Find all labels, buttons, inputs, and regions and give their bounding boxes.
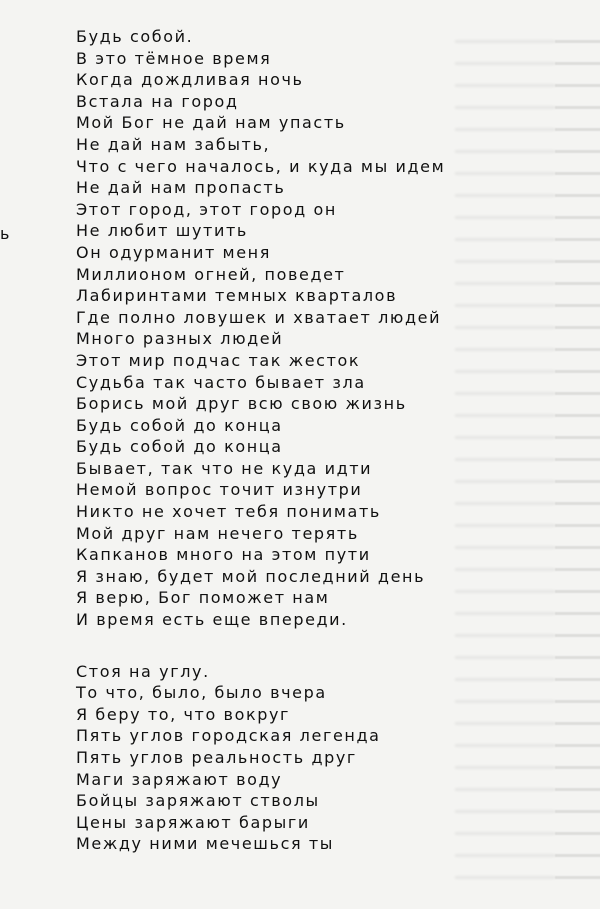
poem-line: Бойцы заряжают стволы xyxy=(76,791,320,811)
poem-line: Пять углов городская легенда xyxy=(76,726,381,746)
poem-line: Я знаю, будет мой последний день xyxy=(76,566,426,586)
poem-line: Будь собой. xyxy=(76,27,194,46)
stanza-1 xyxy=(76,26,556,631)
poem-line: Бывает, так что не куда идти xyxy=(76,458,373,478)
poem-text xyxy=(76,26,556,855)
poem-line: Где полно ловушек и хватает людей xyxy=(76,307,442,327)
margin-fragment: ь xyxy=(0,224,10,243)
poem-line: Этот мир подчас так жесток xyxy=(76,350,361,370)
poem-line: Не дай нам забыть, xyxy=(76,134,271,154)
poem-line: Когда дождливая ночь xyxy=(76,70,304,90)
poem-line: Этот город, этот город он xyxy=(76,199,337,219)
poem-line: Миллионом огней, поведет xyxy=(76,264,346,284)
poem-line: Капканов много на этом пути xyxy=(76,545,371,565)
poem-line: Пять углов реальность друг xyxy=(76,748,357,767)
poem-line: Мой Бог не дай нам упасть xyxy=(76,113,346,133)
poem-line: Цены заряжают барыги xyxy=(76,812,310,832)
poem-line: Что с чего началось, и куда мы идем xyxy=(76,156,446,176)
poem-line: Стоя на углу. xyxy=(76,661,210,681)
poem-line: Я верю, Бог поможет нам xyxy=(76,588,330,608)
poem-line: Никто не хочет тебя понимать xyxy=(76,502,381,522)
poem-line: Много разных людей xyxy=(76,329,284,349)
poem-line: И время есть еще впереди. xyxy=(76,610,348,630)
poem-line: Немой вопрос точит изнутри xyxy=(76,480,363,500)
poem-line: Лабиринтами темных кварталов xyxy=(76,286,398,306)
poem-line: Не дай нам пропасть xyxy=(76,178,286,198)
poem-line: В это тёмное время xyxy=(76,48,272,68)
poem-line: Маги заряжают воду xyxy=(76,769,283,789)
poem-line: Между ними мечешься ты xyxy=(76,834,335,854)
stanza-2 xyxy=(76,661,556,855)
poem-line: Не любит шутить xyxy=(76,221,248,241)
poem-line: То что, было, было вчера xyxy=(76,683,327,703)
poem-line: Будь собой до конца xyxy=(76,415,283,435)
bleed-through-text-edge xyxy=(555,30,600,890)
poem-line: Он одурманит меня xyxy=(76,242,271,262)
poem-line: Встала на город xyxy=(76,91,239,111)
poem-line: Будь собой до конца xyxy=(76,437,283,457)
poem-line: Борись мой друг всю свою жизнь xyxy=(76,394,407,414)
poem-line: Мой друг нам нечего терять xyxy=(76,523,359,543)
poem-line: Я беру то, что вокруг xyxy=(76,704,291,724)
poem-line: Судьба так часто бывает зла xyxy=(76,372,366,392)
